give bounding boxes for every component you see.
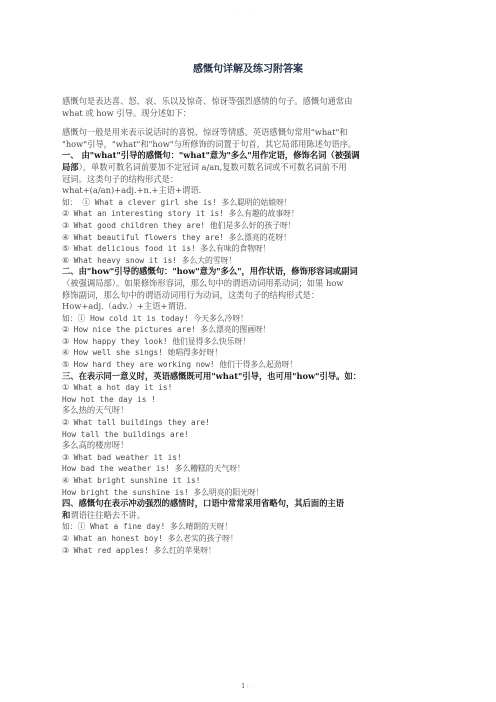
example-line: How bright the sunshine is! 多么明亮的阳光呀！ (62, 487, 264, 497)
text-line: 冠词。这类句子的结构形式是： (62, 173, 179, 184)
example-line: How tall the buildings are! (62, 429, 189, 439)
example-line: ③ What good children they are! 他们是多么好的孩子呀！ (62, 220, 296, 230)
section-heading: 二、由"how"引导的感慨句："how"意为"多么"，用作状语，修饰形容词或副词 (62, 266, 358, 277)
page-footer-mark: / · · (246, 684, 255, 690)
text-line: 修饰副词，那么句中的谓语动词用行为动词，这类句子的结构形式是： (62, 289, 320, 300)
example-line: ③ What bad weather it is! (62, 452, 182, 462)
example-line: ⑥ What heavy snow it is! 多么大的雪呀！ (62, 255, 237, 265)
example-line: ④ What bright sunshine it is! (62, 476, 201, 485)
text-line: "how"引导，"what"和"how"与所修饰的词置于句首，其它局部用陈述句语序。 (62, 138, 357, 149)
example-line: ② What an honest boy! 多么老实的孩子呀！ (62, 533, 238, 543)
text-line: 和谓语往往略去不讲。 (62, 509, 145, 520)
example-line: ⑤ How hard they are working now! 他们干得多么起劲呀！ (62, 360, 298, 370)
text-line: （被强调局部）。如果修饰形容词，那么句中的谓语动词用系动词；如果 how (62, 277, 344, 288)
example-line: How bad the weather is! 多么糟糕的天气呀！ (62, 464, 245, 474)
section-heading: 三、在表示同一意义时，英语感慨既可用"what"引导，也可用"how"引导。如： (62, 370, 361, 381)
example-line: 如：① How cold it is today! 今天多么冷呀！ (62, 313, 248, 323)
text-line: what 或 how 引导。现分述如下： (62, 107, 192, 118)
example-line: ④ How well she sings! 她唱得多好呀！ (62, 348, 223, 358)
text-line: what+(a/an)+adj.+n.+主语+谓语. (62, 185, 202, 196)
text-line: 多么热的天气呀！ (62, 405, 129, 416)
example-line: 如： ① What a clever girl she is! 多么聪明的姑娘呀！ (62, 197, 292, 207)
text-line: 感慨句是表达喜、怒、哀、乐以及惊奇、惊讶等强烈感情的句子。感慨句通常由 (62, 96, 353, 106)
text-line: 局部），单数可数名词前要加不定冠词 a/an,复数可数名词或不可数名词前不用 (62, 161, 347, 172)
example-line: ① What a hot day it is! (62, 383, 173, 393)
document-title: 感慨句详解及练习附答案 (193, 64, 303, 75)
section-heading: 一、 由"what"引导的感慨句："what"意为"多么"用作定语，修饰名词（被强调 (62, 150, 360, 161)
example-line: ③ How happy they look! 他们显得多么快乐呀！ (62, 336, 251, 346)
page-number: 1 (241, 683, 246, 690)
text-line: 多么高的楼房呀！ (62, 440, 129, 451)
section-heading: 四、感慨句在表示冲动强烈的感情时，口语中常常采用省略句，其后面的主语 (62, 498, 345, 509)
example-line: ② What an interesting story it is! 多么有趣的故事呀！ (62, 209, 299, 219)
example-line: ② What tall buildings they are! (62, 418, 210, 428)
document-body (62, 96, 434, 556)
example-line: How hot the day is ! (62, 394, 156, 404)
paragraph-gap (62, 119, 434, 127)
page-footer (0, 683, 496, 690)
example-line: 如：① What a fine day! 多么晴朗的天呀！ (62, 522, 233, 532)
text-line: How+adj.（adv.）+主语+谓语. (62, 301, 187, 312)
example-line: ③ What red apples! 多么红的苹果呀！ (62, 545, 216, 555)
example-line: ② How nice the pictures are! 多么漂亮的图画呀！ (62, 325, 271, 335)
page-header-mark: · · · · · · (233, 6, 263, 12)
example-line: ④ What beautiful flowers they are! 多么漂亮的花呀！ (62, 232, 291, 242)
example-line: ⑤ What delicious food it is! 多么有味的食物呀！ (62, 244, 271, 254)
text-line: 感慨句一般是用来表示说话时的喜悦、惊讶等情感。英语感慨句常用"what"和 (62, 127, 348, 138)
